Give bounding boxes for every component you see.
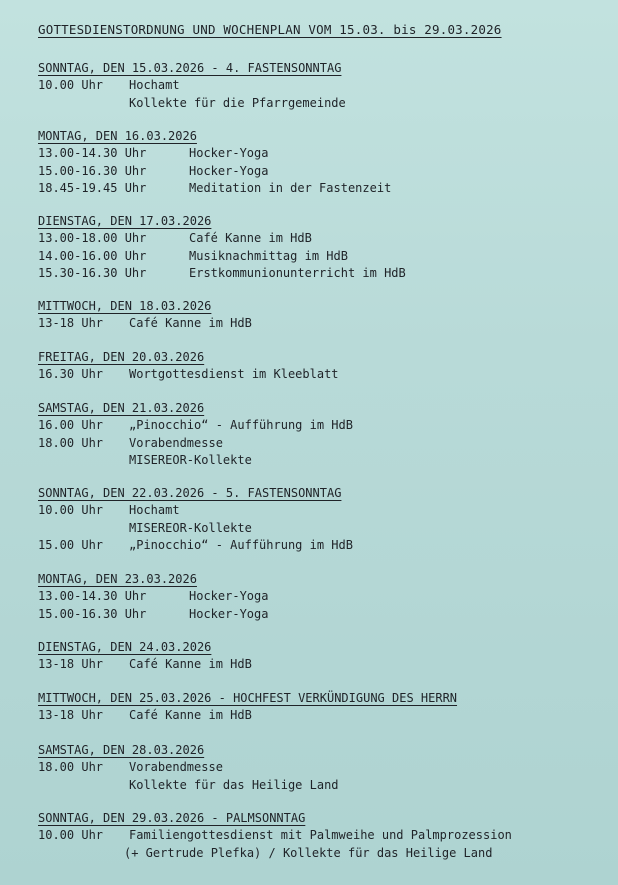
- event-label: Hocker-Yoga: [189, 606, 269, 621]
- time-label: 13-18 Uhr: [38, 316, 104, 330]
- day-heading: SAMSTAG, DEN 28.03.2026: [38, 743, 205, 757]
- time-label: 15.00-16.30 Uhr: [38, 606, 147, 621]
- event-label: Wortgottesdienst im Kleeblatt: [129, 367, 339, 381]
- time-label: 16.00 Uhr: [38, 418, 104, 432]
- schedule-row: [38, 315, 252, 333]
- schedule-row: [38, 520, 353, 538]
- day-section: [38, 60, 346, 112]
- schedule-row: [38, 366, 339, 384]
- event-label: Café Kanne im HdB: [129, 316, 252, 330]
- schedule-row: [38, 827, 512, 845]
- schedule-row: [38, 452, 353, 470]
- time-label: 15.00 Uhr: [38, 538, 104, 553]
- schedule-row: [38, 163, 391, 181]
- day-section: [38, 400, 353, 470]
- event-label: Musiknachmittag im HdB: [189, 248, 348, 263]
- time-label: 13.00-18.00 Uhr: [38, 231, 147, 245]
- schedule-row: [38, 230, 406, 248]
- time-label: 16.30 Uhr: [38, 367, 104, 381]
- day-section: [38, 485, 353, 555]
- event-label: Hochamt: [129, 78, 180, 92]
- time-label: 14.00-16.00 Uhr: [38, 248, 147, 263]
- event-label: Hochamt: [129, 503, 180, 517]
- time-label: 13.00-14.30 Uhr: [38, 146, 147, 160]
- event-label: Kollekte für das Heilige Land: [129, 777, 339, 792]
- schedule-row: [38, 845, 512, 863]
- event-label: Vorabendmesse: [129, 760, 223, 774]
- schedule-row: [38, 537, 353, 555]
- event-label: Hocker-Yoga: [189, 146, 269, 160]
- day-section: [38, 639, 252, 674]
- event-label: „Pinocchio“ - Aufführung im HdB: [129, 418, 353, 432]
- day-heading: SONNTAG, DEN 22.03.2026 - 5. FASTENSONNTAG: [38, 486, 342, 500]
- event-label: Café Kanne im HdB: [129, 657, 252, 671]
- schedule-row: [38, 707, 457, 725]
- schedule-row: [38, 435, 353, 453]
- event-label: MISEREOR-Kollekte: [129, 453, 252, 468]
- event-label: (+ Gertrude Plefka) / Kollekte für das Heilige Land: [124, 845, 493, 860]
- schedule-row: [38, 588, 268, 606]
- schedule-row: [38, 417, 353, 435]
- schedule-row: [38, 759, 339, 777]
- event-label: MISEREOR-Kollekte: [129, 520, 252, 535]
- time-label: 18.45-19.45 Uhr: [38, 181, 147, 196]
- day-heading: MITTWOCH, DEN 25.03.2026 - HOCHFEST VERKÜNDIGUNG DES HERRN: [38, 691, 458, 705]
- day-heading: FREITAG, DEN 20.03.2026: [38, 350, 205, 364]
- day-heading: DIENSTAG, DEN 17.03.2026: [38, 214, 212, 228]
- day-section: [38, 810, 512, 862]
- event-label: Meditation in der Fastenzeit: [189, 181, 392, 196]
- day-heading: DIENSTAG, DEN 24.03.2026: [38, 640, 212, 654]
- schedule-row: [38, 77, 346, 95]
- day-heading: SAMSTAG, DEN 21.03.2026: [38, 401, 205, 415]
- day-section: [38, 742, 339, 794]
- day-heading: MONTAG, DEN 23.03.2026: [38, 572, 197, 586]
- event-label: „Pinocchio“ - Aufführung im HdB: [129, 538, 353, 553]
- event-label: Hocker-Yoga: [189, 163, 269, 178]
- time-label: 15.00-16.30 Uhr: [38, 163, 147, 178]
- schedule-row: [38, 777, 339, 795]
- time-label: 13-18 Uhr: [38, 657, 104, 671]
- event-label: Kollekte für die Pfarrgemeinde: [129, 95, 346, 110]
- time-label: 10.00 Uhr: [38, 828, 104, 842]
- schedule-row: [38, 145, 391, 163]
- schedule-row: [38, 606, 268, 624]
- day-heading: MITTWOCH, DEN 18.03.2026: [38, 299, 212, 313]
- schedule-row: [38, 95, 346, 113]
- day-section: [38, 571, 268, 623]
- event-label: Café Kanne im HdB: [129, 708, 252, 722]
- schedule-row: [38, 265, 406, 283]
- day-section: [38, 349, 339, 384]
- day-section: [38, 298, 252, 333]
- day-heading: MONTAG, DEN 16.03.2026: [38, 129, 197, 143]
- schedule-row: [38, 248, 406, 266]
- schedule-row: [38, 656, 252, 674]
- time-label: 18.00 Uhr: [38, 760, 104, 774]
- time-label: 15.30-16.30 Uhr: [38, 266, 147, 281]
- schedule-row: [38, 180, 391, 198]
- time-label: 10.00 Uhr: [38, 78, 104, 92]
- event-label: Café Kanne im HdB: [189, 231, 312, 245]
- time-label: 13.00-14.30 Uhr: [38, 589, 147, 603]
- day-heading: SONNTAG, DEN 29.03.2026 - PALMSONNTAG: [38, 811, 306, 825]
- schedule-row: [38, 502, 353, 520]
- day-heading: SONNTAG, DEN 15.03.2026 - 4. FASTENSONNTAG: [38, 61, 342, 75]
- document-title: GOTTESDIENSTORDNUNG UND WOCHENPLAN VOM 15.03. bis 29.03.2026: [38, 22, 502, 37]
- event-label: Vorabendmesse: [129, 435, 223, 450]
- time-label: 13-18 Uhr: [38, 708, 104, 722]
- event-label: Hocker-Yoga: [189, 589, 269, 603]
- time-label: 10.00 Uhr: [38, 503, 104, 517]
- time-label: 18.00 Uhr: [38, 435, 104, 450]
- day-section: [38, 690, 457, 725]
- day-section: [38, 213, 406, 283]
- event-label: Erstkommunionunterricht im HdB: [189, 266, 406, 281]
- day-section: [38, 128, 391, 198]
- event-label: Familiengottesdienst mit Palmweihe und Palmprozession: [129, 828, 512, 842]
